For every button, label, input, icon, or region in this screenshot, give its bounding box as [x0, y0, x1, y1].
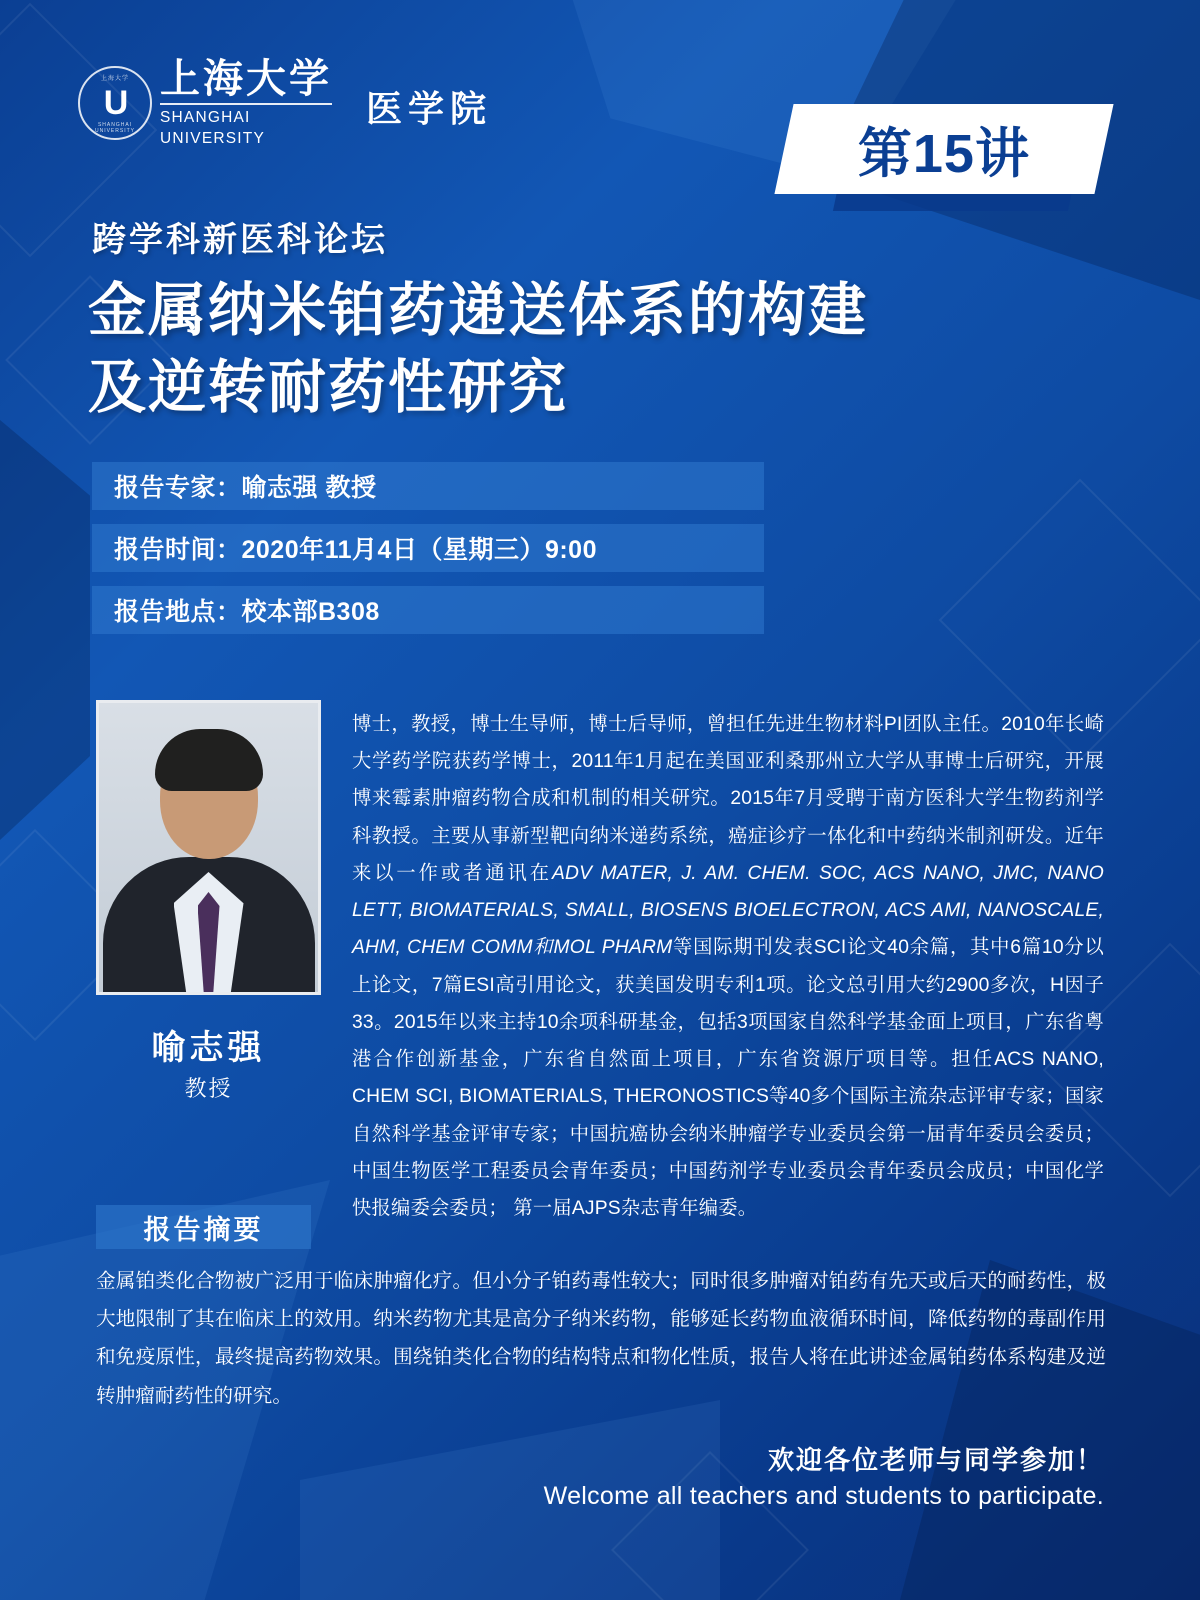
info-row-place: 报告地点：校本部B308	[92, 586, 764, 634]
speaker-photo-image	[99, 703, 318, 992]
lecture-badge	[774, 104, 1113, 194]
info-row-time: 报告时间：2020年11月4日（星期三）9:00	[92, 524, 764, 572]
university-seal-icon	[78, 66, 152, 140]
abstract-body: 金属铂类化合物被广泛用于临床肿瘤化疗。但小分子铂药毒性较大；同时很多肿瘤对铂药有先天或后天的耐药性，极大地限制了其在临床上的效用。纳米药物尤其是高分子纳米药物，能够延长药物血液循环时间，降低药物的毒副作用和免疫原性，最终提高药物效果。围绕铂类化合物的结构特点和物化性质，报告人将在此讲述金属铂药体系构建及逆转肿瘤耐药性的研究。	[96, 1270, 1106, 1407]
forum-name: 跨学科新医科论坛	[92, 221, 388, 259]
wordmark-divider	[160, 103, 332, 105]
bio-paragraph-2: 等国际期刊发表SCI论文40余篇，其中6篇10分以上论文，7篇ESI高引用论文，获美国发明专利1项。论文总引用大约2900多次，H因子33。2015年以来主持10余项科研基金，包括3项国家自然科学基金面上项目，广东省粤港合作创新基金，广东省自然面上项目，广东省资源厅项目等。担任ACS NANO, CHEM SCI, BIOMATERIALS, THERONOSTICS等40多个国际主流杂志评审专家；国家自然科学基金评审专家；中国抗癌协会纳米肿瘤学专业委员会第一届青年委员会委员；中国生物医学工程委员会青年委员；中国药剂学专业委员会青年委员会成员；中国化学快报编委会委员； 第一届AJPS杂志青年编委。	[352, 937, 1104, 1220]
main-title-line2: 及逆转耐药性研究	[88, 355, 569, 421]
university-name-cn: 上海大学	[160, 57, 332, 101]
speaker-bio	[352, 706, 1104, 1227]
page-title	[88, 272, 1108, 426]
portrait-hair-shape	[155, 729, 263, 791]
speaker-name: 喻志强	[151, 1029, 266, 1067]
welcome-message-en: Welcome all teachers and students to participate.	[543, 1482, 1104, 1510]
seal-ring-top-label: 上海大学	[100, 76, 129, 83]
main-title-line1: 金属纳米铂药递送体系的构建	[88, 278, 869, 343]
speaker-photo	[96, 700, 321, 995]
bio-paragraph-1: 博士，教授，博士生导师，博士后导师，曾担任先进生物材料PI团队主任。2010年长崎大学药学院获药学博士，2011年1月起在美国亚利桑那州立大学从事博士后研究，开展博来霉素肿瘤药物合成和机制的相关研究。2015年7月受聘于南方医科大学生物药剂学科教授。主要从事新型靶向纳米递药系统，癌症诊疗一体化和中药纳米制剂研发。近年来以一作或者通讯在	[352, 714, 1104, 884]
bio-journal-list: ADV MATER, J. AM. CHEM. SOC, ACS NANO, JMC, NANO LETT, BIOMATERIALS, SMALL, BIOSENS BIOELECTRON, ACS AMI, NANOSCALE, AHM, CHEM COMM和MOL PHARM	[352, 862, 1104, 959]
poster-header	[0, 0, 1200, 195]
abstract-heading: 报告摘要	[96, 1205, 311, 1249]
university-name-en-line1: SHANGHAI	[160, 109, 251, 126]
seal-ring-bottom-label: SHANGHAI UNIVERSITY	[94, 122, 135, 135]
university-logo	[78, 58, 492, 149]
lecture-badge-label: 第15讲	[857, 123, 1031, 184]
university-wordmark	[160, 58, 332, 149]
school-name: 医学院	[366, 87, 493, 129]
welcome-message-cn: 欢迎各位老师与同学参加！	[767, 1445, 1104, 1475]
event-info-list	[92, 462, 764, 648]
university-name-en-line2: UNIVERSITY	[160, 130, 266, 148]
speaker-title: 教授	[184, 1076, 233, 1101]
info-row-speaker: 报告专家：喻志强 教授	[92, 462, 764, 510]
seal-letter: U	[103, 84, 127, 123]
